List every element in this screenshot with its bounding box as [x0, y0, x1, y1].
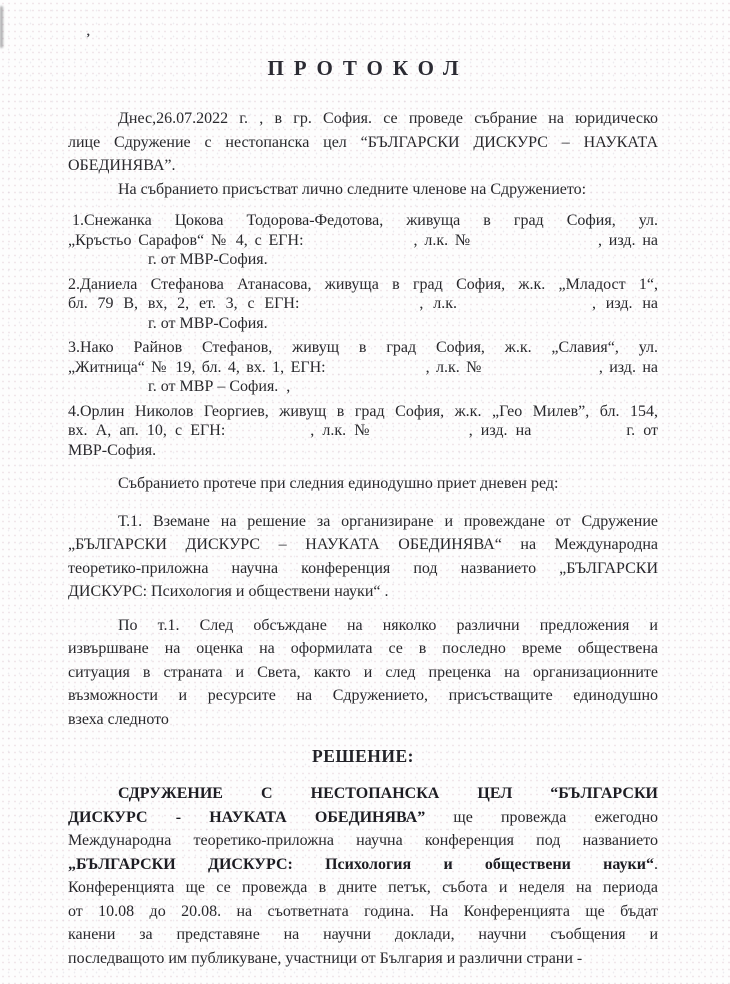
member-issued-label: , изд. на	[598, 358, 658, 376]
attendees-intro-line: На събранието присъстват лично следните членове на Сдружението:	[118, 180, 587, 198]
scan-speck-mark: ’	[86, 30, 91, 45]
org-name-bold: ДИСКУРС - НАУКАТА ОБЕДИНЯВА”	[68, 808, 426, 826]
text-line: По т.1. След обсъждане на няколко различни предложения и	[118, 616, 658, 634]
text-line: Конференцията ще се провежда в дните петък, събота и неделя на периода	[68, 879, 658, 896]
text-line: последващото им публикуване, участници от България и различни страни -	[68, 949, 583, 967]
text-line: от 10.08 до 20.08. на съответната година. На Конференцията ще бъдат	[68, 902, 658, 920]
member-idcard-label: , л.к. №	[310, 422, 374, 439]
text-line: Т.1. Вземане на решение за организиране и провеждане от Сдружение	[118, 512, 658, 530]
member-idcard-label: , л.к.	[419, 295, 457, 312]
redacted-idcard-gap	[484, 371, 599, 372]
text-line: Днес,26.07.2022 г. , в гр. София. се проведе събрание на юридическо	[118, 110, 658, 127]
text-line	[68, 231, 658, 251]
member-entry-1	[68, 211, 658, 270]
member-address-egn: бл. 79 В, вх, 2, ет. 3, с ЕГН:	[68, 295, 300, 312]
redacted-idcard-gap	[457, 307, 592, 308]
text-line: „БЪЛГАРСКИ ДИСКУРС – НАУКАТА ОБЕДИНЯВА“ на Международна	[68, 536, 658, 553]
redacted-date-gap	[531, 434, 626, 435]
member-entry-4	[68, 402, 658, 461]
member-address-egn: „Житница“ № 19, бл. 4, вх. 1, ЕГН:	[68, 358, 326, 376]
agenda-item-t1	[68, 510, 658, 604]
text-line: теоретико-приложна научна конференция под названието „БЪЛГАРСКИ	[68, 559, 658, 577]
redacted-idcard-gap	[473, 244, 598, 245]
opening-paragraph	[68, 107, 658, 201]
member-entry-2	[68, 275, 658, 334]
document-title: ПРОТОКОЛ	[267, 56, 469, 80]
member-entry-3	[68, 338, 658, 397]
text-line: извършване на оценка на оформилата се в последно време обществена	[68, 640, 658, 657]
member-issuer-line: г. от МВР-София.	[148, 314, 268, 332]
member-issued-label: , изд. на	[468, 422, 532, 439]
member-address-egn: вх. А, ап. 10, с ЕГН:	[68, 422, 226, 439]
member-issued-label: , изд. на	[597, 231, 658, 249]
text-segment: .	[654, 855, 658, 873]
member-address-egn: „Кръстьо Сарафов“ № 4, с ЕГН:	[68, 231, 304, 249]
redacted-egn-gap	[304, 244, 414, 245]
decision-paragraph	[68, 782, 658, 970]
text-line	[68, 358, 658, 378]
text-line: възможности и ресурсите на Сдружението, присъстващите единодушно	[68, 687, 658, 704]
member-issuer-prefix: г. от	[626, 422, 658, 439]
text-line: 3.Нако Райнов Стефанов, живущ в град София, ж.к. „Славия“, ул.	[68, 339, 658, 356]
member-issuer-line: МВР-София.	[68, 441, 157, 459]
text-segment: ще провежда ежегодно	[453, 808, 658, 826]
redacted-egn-gap	[225, 434, 310, 435]
text-line	[68, 294, 658, 314]
scan-edge-smudge	[0, 6, 3, 48]
member-issuer-line: г. от МВР – София. ,	[148, 378, 291, 395]
text-line: ситуация в страната и Света, както и след преценка на организационните	[68, 663, 658, 681]
text-line	[68, 853, 658, 877]
discussion-paragraph	[68, 614, 658, 732]
text-line: лице Сдружение с нестопанска цел “БЪЛГАРСКИ ДИСКУРС – НАУКАТА	[68, 133, 658, 151]
member-issued-label: , изд. на	[592, 295, 659, 312]
redacted-egn-gap	[326, 371, 426, 372]
org-name-bold: СДРУЖЕНИЕ С НЕСТОПАНСКА ЦЕЛ “БЪЛГАРСКИ	[118, 785, 658, 802]
agenda-intro-line: Събранието протече при следния единодушно приет дневен ред:	[118, 475, 559, 492]
text-line: ДИСКУРС: Психология и обществени науки“ .	[68, 583, 389, 600]
text-line: Международна теоретико-приложна научна конференция под названието	[68, 832, 658, 849]
text-line	[68, 806, 658, 830]
member-idcard-label: , л.к. №	[413, 231, 473, 249]
redacted-idcard-gap	[374, 434, 469, 435]
text-line: 4.Орлин Николов Георгиев, живущ в град София, ж.к. „Гео Милев”, бл. 154,	[68, 402, 658, 420]
text-line	[68, 421, 658, 441]
redacted-egn-gap	[299, 307, 419, 308]
member-idcard-label: , л.к. №	[425, 358, 484, 376]
members-list	[68, 211, 658, 460]
member-issuer-line: г. от МВР-София.	[148, 251, 268, 268]
text-line: взеха следното	[68, 710, 169, 728]
text-line: 2.Даниела Стефанова Атанасова, живуща в град София, ж.к. „Младост 1“,	[68, 275, 658, 293]
conference-name-bold: „БЪЛГАРСКИ ДИСКУРС: Психология и обществени науки“	[68, 855, 654, 873]
decision-heading: РЕШЕНИЕ:	[312, 746, 414, 766]
text-line: 1.Снежанка Цокова Тодорова-Федотова, живуща в град София, ул.	[72, 212, 658, 229]
text-line: ОБЕДИНЯВА”.	[68, 157, 176, 174]
text-line: канени за представяне на научни доклади, научни съобщения и	[68, 926, 658, 943]
text-line	[68, 782, 658, 806]
